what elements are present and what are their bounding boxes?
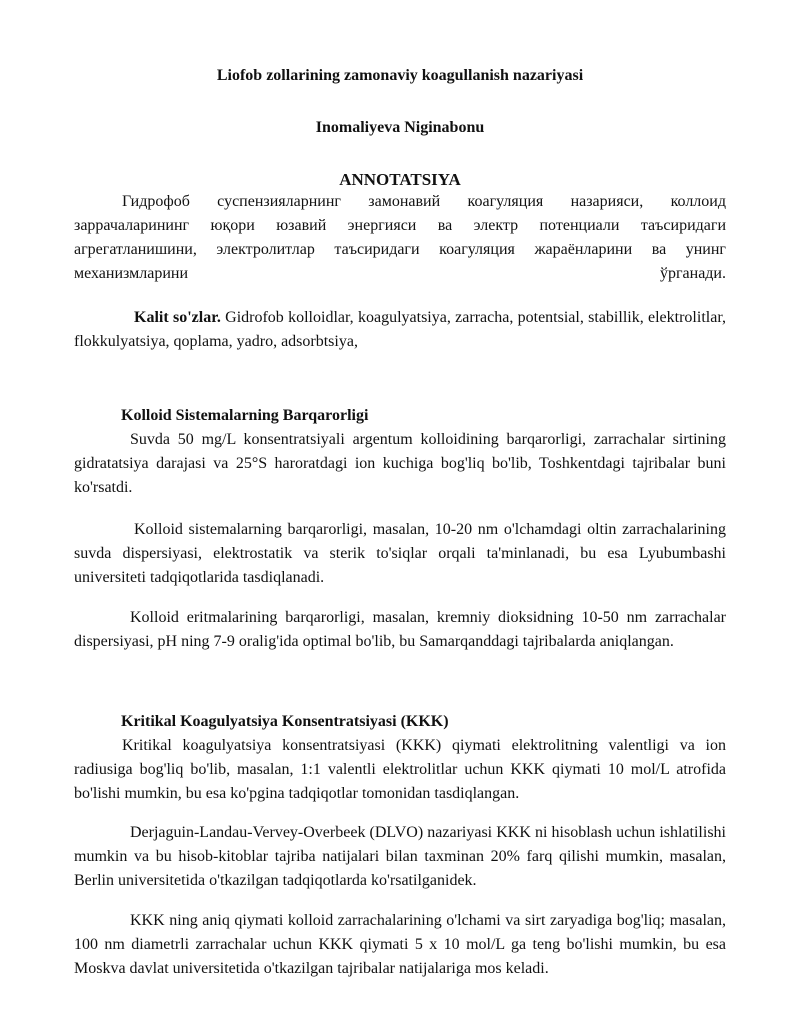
paragraph: KKK ning aniq qiymati kolloid zarrachalarining o'lchami va sirt zaryadiga bog'liq; masalan, 100 nm diametrli zarrachalar uchun KKK qiymati 5 x 10 mol/L ga teng bo'lishi mumkin, bu esa Moskva davlat universitetida o'tkazilgan tajribalar natijalariga mos keladi. — [74, 912, 726, 977]
paragraph: Suvda 50 mg/L konsentratsiyali argentum kolloidining barqarorligi, zarrachalar sirtining gidratatsiya darajasi va 25°S haroratdagi ion kuchiga bog'liq bo'lib, Toshkentdagi tajribalar buni ko'rsatdi. — [74, 431, 726, 496]
abstract-text: Гидрофоб суспензияларнинг замонавий коагуляция назарияси, коллоид заррачаларининг юқори юзавий энергияси ва электр потенциали таъсиридаги агрегатланишини, электролитлар таъсиридаги коагуляция жараёнларини ва унинг механизмларини ўрганади. — [74, 193, 726, 282]
paragraph: Derjaguin-Landau-Vervey-Overbeek (DLVO) nazariyasi KKK ni hisoblash uchun ishlatilishi mumkin va bu hisob-kitoblar tajriba natijalari bilan taxminan 20% farq qilishi mumkin, masalan, Berlin universitetida o'tkazilgan tadqiqotlarda ko'rsatilganidek. — [74, 824, 726, 889]
keywords-text: Gidrofob kolloidlar, koagulyatsiya, zarracha, potentsial, stabillik, elektrolitlar, flokkulyatsiya, qoplama, yadro, adsorbtsiya, — [74, 309, 727, 350]
paper-title: Liofob zollarining zamonaviy koagullanish nazariyasi — [216, 67, 584, 84]
paragraph: Kritikal koagulyatsiya konsentratsiyasi (KKK) qiymati elektrolitning valentligi va ion radiusiga bog'liq bo'lib, masalan, 1:1 valentli elektrolitlar uchun KKK qiymati 10 mol/L atrofida bo'lishi mumkin, bu esa ko'pgina tadqiqotlar tomonidan tasdiqlangan. — [74, 737, 726, 802]
keywords — [74, 306, 726, 354]
author-name: Inomaliyeva Niginabonu — [315, 119, 485, 136]
paragraph: Kolloid eritmalarining barqarorligi, masalan, kremniy dioksidning 10-50 nm zarrachalar dispersiyasi, pH ning 7-9 oralig'ida optimal bo'lib, bu Samarqanddagi tajribalarda aniqlangan. — [74, 609, 726, 650]
section-heading-kkk: Kritikal Koagulyatsiya Konsentratsiyasi (KKK) — [121, 713, 449, 730]
abstract-heading: ANNOTATSIYA — [339, 170, 461, 189]
section-heading-stability: Kolloid Sistemalarning Barqarorligi — [121, 407, 369, 424]
keywords-label: Kalit so'zlar. — [134, 309, 221, 326]
paragraph: Kolloid sistemalarning barqarorligi, masalan, 10-20 nm o'lchamdagi oltin zarrachalarining suvda dispersiyasi, elektrostatik va sterik to'siqlar orqali ta'minlanadi, bu esa Lyubumbashi universiteti tadqiqotlarida tasdiqlanadi. — [74, 521, 726, 586]
